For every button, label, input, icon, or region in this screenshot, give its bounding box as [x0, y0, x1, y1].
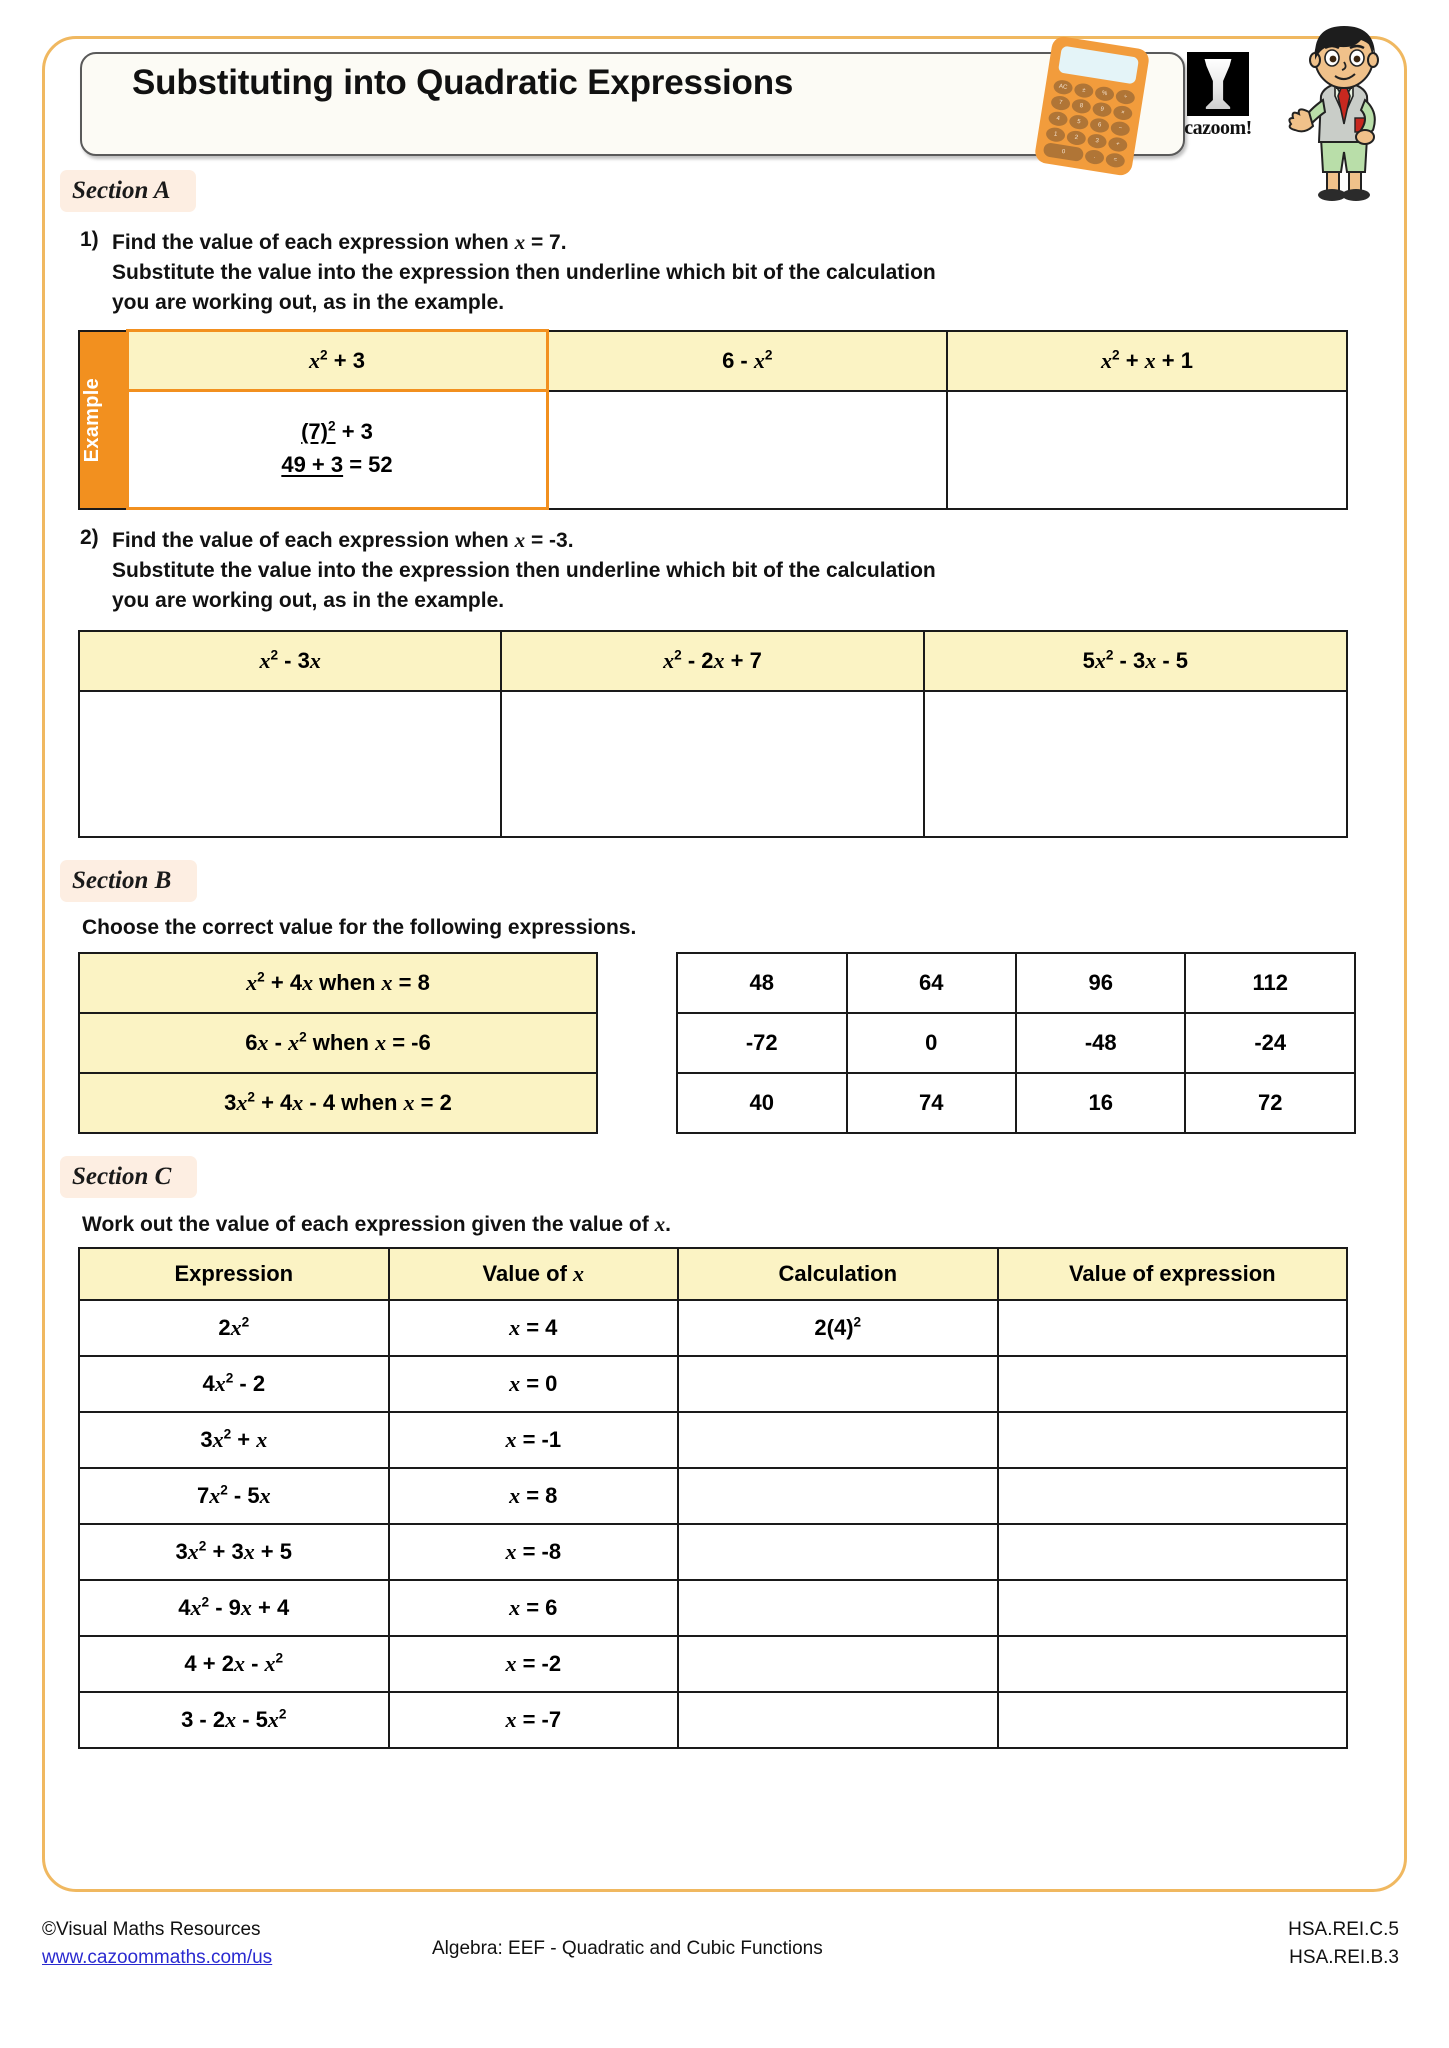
sc-result-6[interactable]: [998, 1580, 1347, 1636]
calc-key-ac: AC: [1053, 79, 1074, 96]
calc-key-8: 8: [1071, 98, 1092, 115]
q1-line1-b: = 7.: [525, 231, 567, 254]
q2-line1-a: Find the value of each expression when: [112, 529, 515, 553]
table-row: [79, 1580, 1347, 1636]
calculator-icon: [1034, 35, 1151, 177]
sc-result-5[interactable]: [998, 1524, 1347, 1580]
q1-line3: you are working out, as in the example.: [112, 290, 505, 314]
sc-expression-1: $2x^2$: [79, 1300, 389, 1356]
q2-answer-cell-1[interactable]: [79, 691, 501, 837]
question-2-text: [112, 526, 936, 615]
q2-header-3: $5x^2 - 3x - 5$: [924, 631, 1347, 691]
footer-standard-2: HSA.REI.B.3: [1289, 1946, 1399, 1968]
page-title: Substituting into Quadratic Expressions: [132, 63, 794, 102]
q2-answer-cell-3[interactable]: [924, 691, 1347, 837]
sc-value-1: x = 4: [389, 1300, 678, 1356]
sc-value-4: x = 8: [389, 1468, 678, 1524]
calc-key-minus: −: [1110, 120, 1131, 137]
sc-result-4[interactable]: [998, 1468, 1347, 1524]
q1-header-1: $x^2 + 3$: [127, 331, 547, 391]
calculator-screen: [1058, 46, 1139, 85]
footer-copyright: ©Visual Maths Resources: [42, 1919, 261, 1940]
sb-option-2-2[interactable]: 0: [847, 1013, 1016, 1073]
sb-option-row-2: [677, 1013, 1355, 1073]
example-tab: [79, 331, 127, 509]
logo-text: cazoom!: [1184, 117, 1252, 139]
calc-key-percent: %: [1094, 85, 1115, 102]
section-b-instruction: Choose the correct value for the following expressions.: [82, 915, 637, 939]
table-row: [79, 1692, 1347, 1748]
section-c-instruction: [82, 1212, 1390, 1237]
section-b-expressions-table: [78, 952, 598, 1134]
sc-value-7: x = -2: [389, 1636, 678, 1692]
sb-option-1-1[interactable]: 48: [677, 953, 847, 1013]
question-1-table: [78, 329, 1348, 510]
question-1: [60, 228, 1390, 317]
sb-expression-3: $3x^2 + 4x - 4$ when x = 2: [79, 1073, 597, 1133]
question-2-table: [78, 630, 1348, 838]
q2-line2: Substitute the value into the expression then underline which bit of the calculation: [112, 559, 936, 583]
sc-header-expression: Expression: [79, 1248, 389, 1300]
q1-line1-var: x: [514, 230, 526, 254]
calc-key-equals: =: [1105, 152, 1126, 169]
sc-calculation-8[interactable]: [678, 1692, 998, 1748]
sc-header-value: Value of x: [389, 1248, 678, 1300]
calc-key-5: 5: [1068, 114, 1089, 131]
sc-value-2: x = 0: [389, 1356, 678, 1412]
sc-result-7[interactable]: [998, 1636, 1347, 1692]
sb-option-2-1[interactable]: -72: [677, 1013, 847, 1073]
sc-calculation-5[interactable]: [678, 1524, 998, 1580]
q1-example-cell: [127, 391, 547, 509]
q1-line2: Substitute the value into the expression then underline which bit of the calculation: [112, 260, 936, 284]
sb-option-1-2[interactable]: 64: [847, 953, 1016, 1013]
sb-option-2-3[interactable]: -48: [1016, 1013, 1186, 1073]
sc-expression-6: $4x^2 - 9x + 4$: [79, 1580, 389, 1636]
table-row: [79, 1524, 1347, 1580]
hourglass-glass-shape: [1202, 59, 1234, 109]
sc-header-calculation: Calculation: [678, 1248, 998, 1300]
sc-header-result: Value of expression: [998, 1248, 1347, 1300]
q2-line3: you are working out, as in the example.: [112, 589, 505, 613]
q1-example-line1: $(7)^2 + 3$: [301, 418, 373, 444]
q1-header-2: $6 - x^2$: [547, 331, 947, 391]
sb-option-3-1[interactable]: 40: [677, 1073, 847, 1133]
sc-calculation-1[interactable]: $2(4)^2$: [678, 1300, 998, 1356]
example-tab-label: Example: [81, 377, 103, 463]
footer-left: [42, 1916, 272, 1971]
sc-instruction-var: x: [654, 1211, 666, 1236]
sc-expression-7: $4 + 2x - x^2$: [79, 1636, 389, 1692]
footer-standard-1: HSA.REI.C.5: [1288, 1919, 1399, 1940]
sb-option-1-3[interactable]: 96: [1016, 953, 1186, 1013]
worksheet-header: [80, 40, 1390, 170]
sc-calculation-7[interactable]: [678, 1636, 998, 1692]
sb-option-1-4[interactable]: 112: [1185, 953, 1355, 1013]
calc-key-3: 3: [1087, 133, 1108, 150]
question-1-text: [112, 228, 936, 317]
cazoom-logo: [1170, 52, 1266, 150]
sb-option-3-4[interactable]: 72: [1185, 1073, 1355, 1133]
footer-website-link[interactable]: www.cazoommaths.com/us: [42, 1946, 273, 1968]
calc-key-divide: ÷: [1115, 89, 1136, 106]
sb-option-row-3: [677, 1073, 1355, 1133]
sc-value-3: x = -1: [389, 1412, 678, 1468]
section-b-options-table: [676, 952, 1356, 1134]
q2-header-2: $x^2 - 2x + 7$: [501, 631, 923, 691]
page-footer: [42, 1912, 1407, 2002]
footer-topic: Algebra: EEF - Quadratic and Cubic Functions: [432, 1938, 823, 1959]
section-b-body: [78, 952, 1390, 1134]
sb-option-3-3[interactable]: 16: [1016, 1073, 1186, 1133]
calc-key-6: 6: [1089, 117, 1110, 134]
table-row: [79, 1412, 1347, 1468]
calculator-keys: [1043, 79, 1136, 169]
q1-answer-cell-2[interactable]: [547, 391, 947, 509]
sb-expression-2: $6x - x^2$ when x = -6: [79, 1013, 597, 1073]
q2-line1-var: x: [514, 528, 526, 553]
section-b-banner: Section B: [60, 860, 197, 902]
sc-value-6: x = 6: [389, 1580, 678, 1636]
sc-result-2[interactable]: [998, 1356, 1347, 1412]
sc-expression-2: $4x^2 - 2$: [79, 1356, 389, 1412]
calc-key-plus: +: [1107, 136, 1128, 153]
sb-option-3-2[interactable]: 74: [847, 1073, 1016, 1133]
question-2: [60, 526, 1390, 615]
sc-calculation-4[interactable]: [678, 1468, 998, 1524]
q1-header-3: $x^2 + x + 1$: [947, 331, 1347, 391]
sc-expression-5: $3x^2 + 3x + 5$: [79, 1524, 389, 1580]
sc-calculation-3[interactable]: [678, 1412, 998, 1468]
section-c-table: [78, 1247, 1348, 1749]
q2-header-1: $x^2 - 3x$: [79, 631, 501, 691]
section-c-banner: Section C: [60, 1156, 197, 1198]
question-2-number: 2): [80, 526, 99, 550]
calc-key-multiply: ×: [1112, 105, 1133, 122]
sc-expression-4: $7x^2 - 5x$: [79, 1468, 389, 1524]
table-row: [79, 1468, 1347, 1524]
sc-result-3[interactable]: [998, 1412, 1347, 1468]
q1-answer-cell-3[interactable]: [947, 391, 1347, 509]
sc-value-8: x = -7: [389, 1692, 678, 1748]
sc-expression-8: $3 - 2x - 5x^2$: [79, 1692, 389, 1748]
sb-option-row-1: [677, 953, 1355, 1013]
sc-value-5: x = -8: [389, 1524, 678, 1580]
q2-answer-cell-2[interactable]: [501, 691, 923, 837]
calc-key-decimal: .: [1084, 149, 1105, 166]
q1-example-line2: 49 + 3 = 52: [281, 451, 393, 477]
sc-expression-3: $3x^2 + x$: [79, 1412, 389, 1468]
calc-key-4: 4: [1048, 110, 1069, 127]
schoolboy-waving-icon: [1265, 20, 1415, 210]
sc-instruction-b: .: [665, 1212, 671, 1236]
title-box: [80, 52, 1185, 156]
calc-key-1: 1: [1045, 126, 1066, 143]
section-c-header-row: [79, 1248, 1347, 1300]
q1-line1-a: Find the value of each expression when: [112, 231, 515, 254]
calc-key-plusminus: ±: [1073, 82, 1094, 99]
table-row: [79, 1356, 1347, 1412]
calc-key-9: 9: [1092, 101, 1113, 118]
sc-instruction-a: Work out the value of each expression given the value of: [82, 1212, 655, 1236]
sc-calculation-6[interactable]: [678, 1580, 998, 1636]
sb-expression-1: $x^2 + 4x$ when x = 8: [79, 953, 597, 1013]
calc-key-0: 0: [1043, 142, 1085, 162]
sc-calculation-2[interactable]: [678, 1356, 998, 1412]
calc-key-7: 7: [1050, 95, 1071, 112]
table-row: [79, 1300, 1347, 1356]
hourglass-icon: [1187, 52, 1249, 116]
footer-standards: [1288, 1916, 1399, 1971]
table-row: [79, 1636, 1347, 1692]
q1-example-working: [130, 405, 545, 495]
sc-result-8[interactable]: [998, 1692, 1347, 1748]
sb-option-2-4[interactable]: -24: [1185, 1013, 1355, 1073]
worksheet-content: [60, 40, 1390, 1910]
sc-result-1[interactable]: [998, 1300, 1347, 1356]
question-1-number: 1): [80, 228, 99, 251]
q2-line1-b: = -3.: [525, 529, 574, 553]
calc-key-2: 2: [1066, 130, 1087, 147]
section-a-banner: Section A: [60, 170, 196, 212]
